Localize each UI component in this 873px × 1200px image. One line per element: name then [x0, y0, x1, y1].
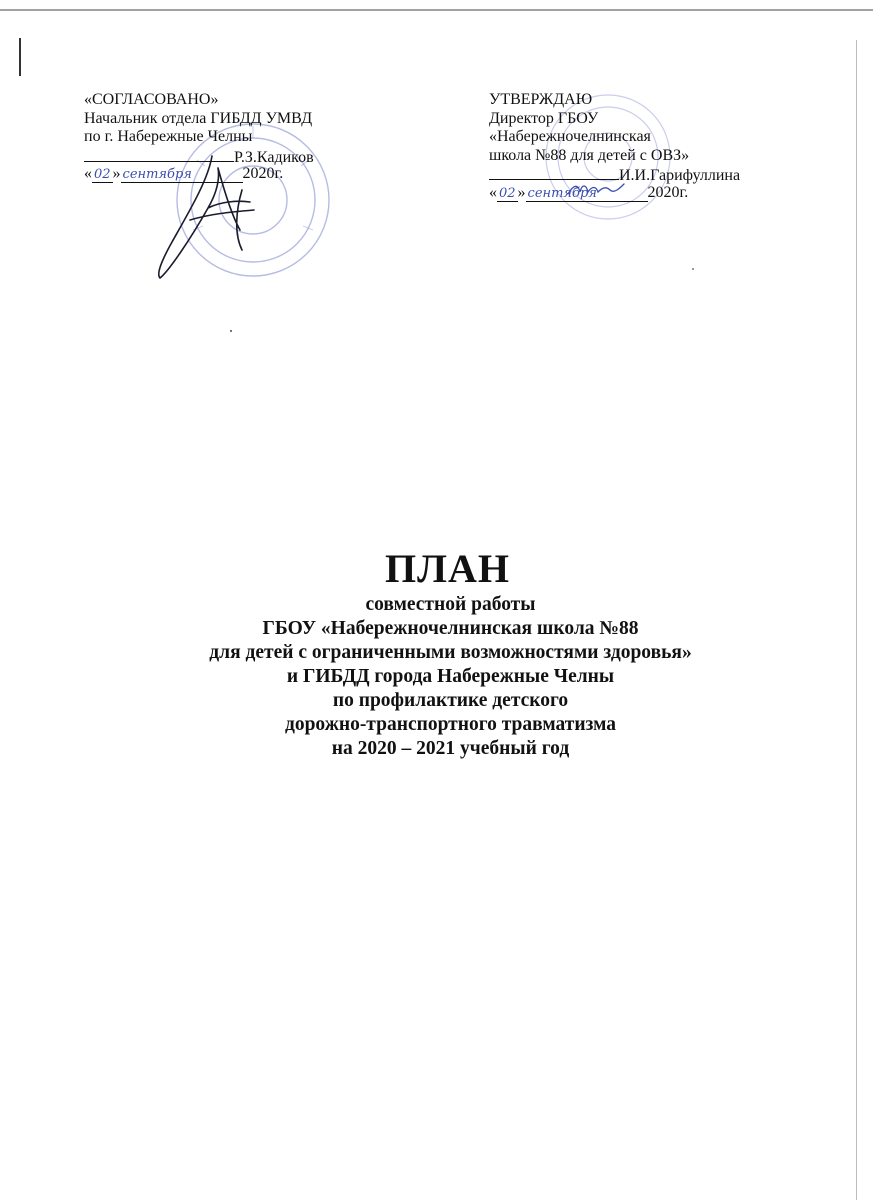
title-line: по профилактике детского — [332, 690, 569, 711]
approved-org-line2: школа №88 для детей с ОВЗ» — [489, 146, 690, 164]
scan-edge-line — [0, 9, 873, 11]
date-quote-open: « — [489, 183, 497, 201]
date-quote-open: « — [84, 165, 92, 182]
agreed-heading: «СОГЛАСОВАНО» — [84, 91, 219, 108]
approved-signature — [566, 178, 626, 200]
agreed-name: Р.З.Кадиков — [234, 148, 314, 166]
title-line: дорожно-транспортного травматизма — [284, 714, 617, 735]
approved-org-line1: «Набережночелнинская — [489, 128, 651, 145]
agreed-date-month: сентября — [121, 168, 243, 183]
approved-date-year: 2020г. — [647, 183, 689, 201]
agreed-position: Начальник отдела ГИБДД УМВД — [84, 109, 313, 127]
approved-position: Директор ГБОУ — [489, 109, 599, 127]
approved-date-day: 02 — [499, 185, 516, 201]
agreed-city: по г. Набережные Челны — [84, 128, 253, 145]
date-quote-close: » — [112, 165, 121, 182]
agreed-date-year: 2020г. — [242, 165, 284, 182]
title-line: ГБОУ «Набережночелнинская школа №88 — [262, 618, 639, 639]
approved-date-month: сентября — [526, 187, 648, 202]
agreed-date-day: 02 — [94, 167, 111, 182]
agreed-signature — [150, 150, 280, 285]
title-line: совместной работы — [365, 594, 536, 615]
approved-heading: УТВЕРЖДАЮ — [489, 91, 593, 108]
document-title-block — [0, 545, 873, 761]
title-line: для детей с ограниченными возможностями здоровья» — [209, 642, 692, 663]
plan-title: ПЛАН — [385, 546, 510, 591]
approved-name: И.И.Гарифуллина — [619, 167, 741, 184]
title-line: на 2020 – 2021 учебный год — [331, 738, 570, 759]
scan-speck — [230, 330, 232, 332]
date-quote-close: » — [517, 183, 526, 201]
title-line: и ГИБДД города Набережные Челны — [286, 666, 615, 687]
scan-speck — [692, 268, 694, 270]
scan-margin-mark — [19, 38, 21, 76]
